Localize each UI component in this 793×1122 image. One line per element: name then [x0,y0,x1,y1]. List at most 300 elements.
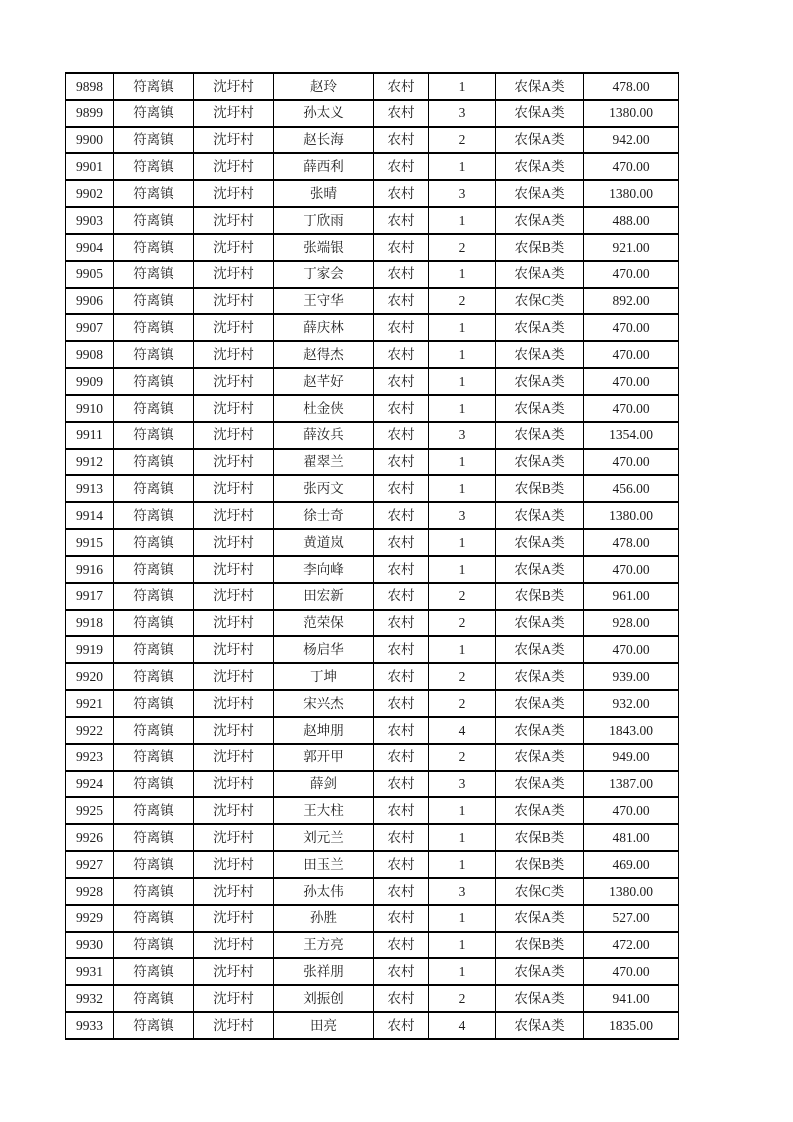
cell-village: 沈圩村 [194,422,274,449]
cell-town: 符离镇 [114,663,194,690]
cell-count: 3 [429,180,496,207]
cell-count: 1 [429,905,496,932]
cell-category: 农保C类 [496,878,584,905]
cell-village: 沈圩村 [194,207,274,234]
cell-hukou: 农村 [374,1012,429,1039]
cell-amount: 1380.00 [584,878,679,905]
cell-hukou: 农村 [374,610,429,637]
cell-town: 符离镇 [114,636,194,663]
cell-town: 符离镇 [114,475,194,502]
cell-category: 农保B类 [496,824,584,851]
cell-seq: 9909 [66,368,114,395]
cell-village: 沈圩村 [194,636,274,663]
cell-category: 农保A类 [496,73,584,100]
cell-hukou: 农村 [374,73,429,100]
cell-seq: 9906 [66,288,114,315]
cell-seq: 9901 [66,153,114,180]
cell-seq: 9905 [66,261,114,288]
cell-category: 农保A类 [496,100,584,127]
cell-seq: 9920 [66,663,114,690]
cell-amount: 949.00 [584,744,679,771]
table-row [66,905,679,932]
cell-category: 农保A类 [496,1012,584,1039]
cell-hukou: 农村 [374,583,429,610]
cell-village: 沈圩村 [194,502,274,529]
cell-count: 1 [429,824,496,851]
cell-category: 农保B类 [496,475,584,502]
cell-count: 4 [429,717,496,744]
cell-name: 徐士奇 [274,502,374,529]
cell-village: 沈圩村 [194,234,274,261]
cell-amount: 1354.00 [584,422,679,449]
cell-category: 农保A类 [496,717,584,744]
cell-count: 1 [429,314,496,341]
cell-seq: 9930 [66,932,114,959]
table-row [66,824,679,851]
cell-hukou: 农村 [374,288,429,315]
cell-count: 1 [429,341,496,368]
table-row [66,851,679,878]
table-row [66,261,679,288]
table-row [66,153,679,180]
cell-count: 2 [429,985,496,1012]
cell-category: 农保A类 [496,744,584,771]
cell-name: 田宏新 [274,583,374,610]
cell-count: 4 [429,1012,496,1039]
cell-town: 符离镇 [114,207,194,234]
table-row [66,449,679,476]
cell-village: 沈圩村 [194,878,274,905]
cell-seq: 9904 [66,234,114,261]
cell-town: 符离镇 [114,422,194,449]
cell-hukou: 农村 [374,663,429,690]
cell-hukou: 农村 [374,985,429,1012]
cell-hukou: 农村 [374,368,429,395]
cell-count: 1 [429,797,496,824]
table-row [66,932,679,959]
cell-amount: 470.00 [584,368,679,395]
cell-hukou: 农村 [374,932,429,959]
cell-name: 丁家会 [274,261,374,288]
cell-seq: 9898 [66,73,114,100]
cell-seq: 9925 [66,797,114,824]
cell-seq: 9928 [66,878,114,905]
cell-town: 符离镇 [114,905,194,932]
cell-hukou: 农村 [374,556,429,583]
cell-town: 符离镇 [114,690,194,717]
cell-amount: 942.00 [584,127,679,154]
cell-town: 符离镇 [114,771,194,798]
cell-seq: 9910 [66,395,114,422]
cell-village: 沈圩村 [194,744,274,771]
cell-category: 农保A类 [496,797,584,824]
cell-amount: 472.00 [584,932,679,959]
cell-village: 沈圩村 [194,932,274,959]
cell-amount: 1387.00 [584,771,679,798]
cell-town: 符离镇 [114,824,194,851]
cell-seq: 9926 [66,824,114,851]
cell-amount: 470.00 [584,314,679,341]
cell-hukou: 农村 [374,824,429,851]
cell-town: 符离镇 [114,261,194,288]
cell-amount: 921.00 [584,234,679,261]
cell-seq: 9922 [66,717,114,744]
benefit-table [65,72,679,1040]
cell-seq: 9900 [66,127,114,154]
table-row [66,100,679,127]
cell-hukou: 农村 [374,717,429,744]
cell-town: 符离镇 [114,610,194,637]
cell-seq: 9918 [66,610,114,637]
cell-village: 沈圩村 [194,449,274,476]
cell-count: 3 [429,771,496,798]
cell-name: 丁坤 [274,663,374,690]
cell-name: 薛汝兵 [274,422,374,449]
cell-count: 3 [429,100,496,127]
cell-seq: 9911 [66,422,114,449]
cell-village: 沈圩村 [194,985,274,1012]
table-row [66,502,679,529]
table-row [66,663,679,690]
cell-hukou: 农村 [374,234,429,261]
cell-name: 翟翠兰 [274,449,374,476]
cell-category: 农保B类 [496,932,584,959]
cell-village: 沈圩村 [194,73,274,100]
cell-seq: 9923 [66,744,114,771]
cell-seq: 9927 [66,851,114,878]
cell-amount: 1380.00 [584,100,679,127]
cell-amount: 478.00 [584,529,679,556]
cell-count: 2 [429,127,496,154]
cell-name: 王守华 [274,288,374,315]
cell-hukou: 农村 [374,851,429,878]
cell-count: 2 [429,744,496,771]
cell-village: 沈圩村 [194,797,274,824]
cell-category: 农保A类 [496,341,584,368]
cell-village: 沈圩村 [194,341,274,368]
cell-count: 2 [429,610,496,637]
cell-name: 赵玲 [274,73,374,100]
cell-town: 符离镇 [114,932,194,959]
cell-hukou: 农村 [374,314,429,341]
cell-name: 薛剑 [274,771,374,798]
cell-hukou: 农村 [374,422,429,449]
cell-count: 1 [429,395,496,422]
cell-category: 农保A类 [496,958,584,985]
cell-hukou: 农村 [374,636,429,663]
cell-amount: 1380.00 [584,180,679,207]
cell-village: 沈圩村 [194,583,274,610]
cell-village: 沈圩村 [194,1012,274,1039]
cell-name: 张祥朋 [274,958,374,985]
cell-seq: 9907 [66,314,114,341]
cell-hukou: 农村 [374,797,429,824]
cell-amount: 941.00 [584,985,679,1012]
table-row [66,878,679,905]
cell-count: 1 [429,207,496,234]
table-row [66,234,679,261]
table-row [66,180,679,207]
cell-category: 农保A类 [496,314,584,341]
cell-category: 农保A类 [496,905,584,932]
cell-town: 符离镇 [114,180,194,207]
cell-amount: 470.00 [584,449,679,476]
cell-category: 农保A类 [496,207,584,234]
cell-amount: 527.00 [584,905,679,932]
cell-village: 沈圩村 [194,153,274,180]
cell-amount: 1380.00 [584,502,679,529]
cell-hukou: 农村 [374,502,429,529]
table-row [66,1012,679,1039]
cell-seq: 9917 [66,583,114,610]
table-row [66,341,679,368]
cell-hukou: 农村 [374,127,429,154]
table-row [66,985,679,1012]
cell-amount: 481.00 [584,824,679,851]
cell-village: 沈圩村 [194,314,274,341]
cell-count: 1 [429,261,496,288]
cell-hukou: 农村 [374,475,429,502]
cell-hukou: 农村 [374,905,429,932]
table-body [66,73,679,1039]
cell-amount: 470.00 [584,636,679,663]
cell-village: 沈圩村 [194,395,274,422]
cell-hukou: 农村 [374,529,429,556]
cell-amount: 892.00 [584,288,679,315]
table-row [66,422,679,449]
cell-name: 薛西利 [274,153,374,180]
cell-name: 张端银 [274,234,374,261]
cell-town: 符离镇 [114,127,194,154]
cell-name: 田亮 [274,1012,374,1039]
cell-town: 符离镇 [114,797,194,824]
cell-category: 农保A类 [496,636,584,663]
cell-category: 农保A类 [496,395,584,422]
cell-count: 1 [429,368,496,395]
cell-town: 符离镇 [114,153,194,180]
cell-hukou: 农村 [374,690,429,717]
cell-village: 沈圩村 [194,958,274,985]
cell-town: 符离镇 [114,502,194,529]
cell-hukou: 农村 [374,261,429,288]
cell-name: 刘振创 [274,985,374,1012]
cell-category: 农保A类 [496,449,584,476]
cell-town: 符离镇 [114,288,194,315]
cell-name: 王方亮 [274,932,374,959]
cell-count: 1 [429,932,496,959]
table-row [66,529,679,556]
cell-seq: 9921 [66,690,114,717]
cell-amount: 939.00 [584,663,679,690]
cell-category: 农保A类 [496,368,584,395]
cell-seq: 9924 [66,771,114,798]
cell-village: 沈圩村 [194,100,274,127]
cell-town: 符离镇 [114,341,194,368]
cell-name: 孙胜 [274,905,374,932]
cell-category: 农保A类 [496,127,584,154]
cell-name: 黄道岚 [274,529,374,556]
cell-town: 符离镇 [114,851,194,878]
cell-village: 沈圩村 [194,127,274,154]
cell-seq: 9929 [66,905,114,932]
cell-name: 王大柱 [274,797,374,824]
cell-hukou: 农村 [374,771,429,798]
cell-name: 赵坤朋 [274,717,374,744]
cell-town: 符离镇 [114,985,194,1012]
cell-name: 薛庆林 [274,314,374,341]
cell-count: 2 [429,288,496,315]
cell-amount: 478.00 [584,73,679,100]
cell-town: 符离镇 [114,583,194,610]
cell-name: 丁欣雨 [274,207,374,234]
cell-amount: 1843.00 [584,717,679,744]
cell-town: 符离镇 [114,744,194,771]
cell-amount: 932.00 [584,690,679,717]
cell-hukou: 农村 [374,958,429,985]
cell-village: 沈圩村 [194,824,274,851]
cell-name: 孙太义 [274,100,374,127]
cell-category: 农保A类 [496,663,584,690]
cell-seq: 9913 [66,475,114,502]
cell-count: 1 [429,529,496,556]
cell-town: 符离镇 [114,73,194,100]
cell-town: 符离镇 [114,314,194,341]
cell-name: 刘元兰 [274,824,374,851]
cell-category: 农保B类 [496,583,584,610]
cell-hukou: 农村 [374,744,429,771]
table-row [66,958,679,985]
cell-name: 孙太伟 [274,878,374,905]
cell-town: 符离镇 [114,958,194,985]
cell-seq: 9932 [66,985,114,1012]
cell-village: 沈圩村 [194,475,274,502]
cell-hukou: 农村 [374,878,429,905]
cell-category: 农保A类 [496,180,584,207]
cell-name: 张晴 [274,180,374,207]
cell-count: 3 [429,878,496,905]
cell-seq: 9914 [66,502,114,529]
cell-village: 沈圩村 [194,261,274,288]
cell-amount: 470.00 [584,341,679,368]
table-row [66,475,679,502]
cell-name: 杜金侠 [274,395,374,422]
cell-amount: 470.00 [584,958,679,985]
table-row [66,610,679,637]
cell-count: 1 [429,153,496,180]
cell-category: 农保A类 [496,422,584,449]
cell-category: 农保B类 [496,851,584,878]
table-row [66,636,679,663]
cell-town: 符离镇 [114,234,194,261]
table-row [66,368,679,395]
cell-amount: 470.00 [584,797,679,824]
cell-town: 符离镇 [114,449,194,476]
table-row [66,690,679,717]
cell-seq: 9931 [66,958,114,985]
cell-count: 1 [429,851,496,878]
cell-category: 农保A类 [496,529,584,556]
cell-seq: 9915 [66,529,114,556]
cell-count: 1 [429,958,496,985]
cell-amount: 488.00 [584,207,679,234]
cell-category: 农保A类 [496,690,584,717]
cell-amount: 470.00 [584,153,679,180]
cell-seq: 9933 [66,1012,114,1039]
cell-town: 符离镇 [114,368,194,395]
cell-town: 符离镇 [114,100,194,127]
cell-amount: 470.00 [584,261,679,288]
cell-village: 沈圩村 [194,690,274,717]
cell-category: 农保A类 [496,502,584,529]
cell-seq: 9916 [66,556,114,583]
cell-category: 农保A类 [496,985,584,1012]
table-row [66,771,679,798]
cell-amount: 470.00 [584,556,679,583]
cell-village: 沈圩村 [194,771,274,798]
cell-amount: 961.00 [584,583,679,610]
cell-seq: 9899 [66,100,114,127]
cell-town: 符离镇 [114,878,194,905]
cell-amount: 1835.00 [584,1012,679,1039]
cell-town: 符离镇 [114,395,194,422]
cell-town: 符离镇 [114,529,194,556]
cell-name: 田玉兰 [274,851,374,878]
cell-village: 沈圩村 [194,610,274,637]
cell-town: 符离镇 [114,556,194,583]
cell-count: 2 [429,583,496,610]
table-row [66,717,679,744]
cell-category: 农保B类 [496,234,584,261]
cell-village: 沈圩村 [194,529,274,556]
cell-count: 2 [429,690,496,717]
cell-village: 沈圩村 [194,368,274,395]
cell-count: 1 [429,636,496,663]
cell-village: 沈圩村 [194,556,274,583]
cell-count: 1 [429,73,496,100]
table-row [66,127,679,154]
cell-village: 沈圩村 [194,663,274,690]
cell-village: 沈圩村 [194,288,274,315]
cell-category: 农保A类 [496,153,584,180]
cell-hukou: 农村 [374,395,429,422]
cell-category: 农保A类 [496,771,584,798]
table-row [66,314,679,341]
cell-count: 1 [429,475,496,502]
cell-name: 张丙文 [274,475,374,502]
cell-village: 沈圩村 [194,905,274,932]
cell-hukou: 农村 [374,207,429,234]
cell-name: 赵得杰 [274,341,374,368]
cell-amount: 470.00 [584,395,679,422]
cell-name: 宋兴杰 [274,690,374,717]
cell-count: 1 [429,556,496,583]
table-row [66,288,679,315]
cell-count: 2 [429,663,496,690]
cell-town: 符离镇 [114,1012,194,1039]
cell-village: 沈圩村 [194,851,274,878]
cell-category: 农保A类 [496,556,584,583]
cell-town: 符离镇 [114,717,194,744]
table-row [66,73,679,100]
table-row [66,207,679,234]
cell-amount: 456.00 [584,475,679,502]
table-row [66,556,679,583]
table-row [66,583,679,610]
cell-amount: 469.00 [584,851,679,878]
cell-count: 2 [429,234,496,261]
cell-hukou: 农村 [374,153,429,180]
table-row [66,797,679,824]
